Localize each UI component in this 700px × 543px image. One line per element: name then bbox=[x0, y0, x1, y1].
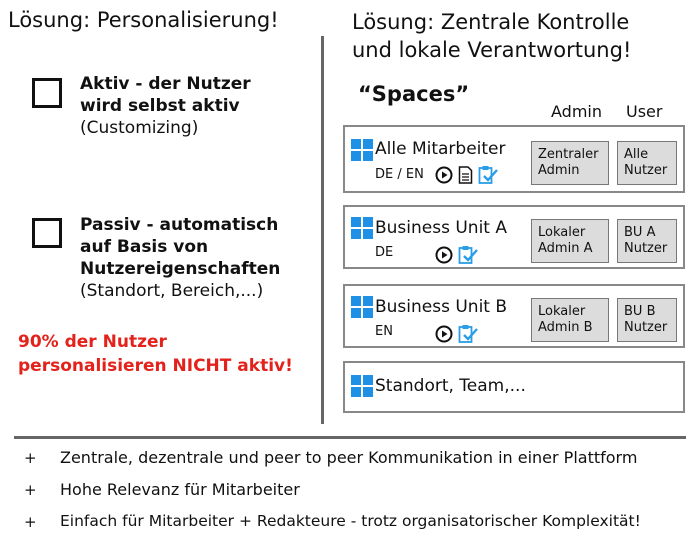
user-line2: Nutzer bbox=[624, 320, 668, 335]
vertical-divider bbox=[321, 36, 324, 424]
user-box bbox=[617, 298, 677, 342]
active-checkbox[interactable] bbox=[32, 78, 62, 108]
right-title-line1: Lösung: Zentrale Kontrolle bbox=[352, 10, 630, 34]
right-title-line2: und lokale Verantwortung! bbox=[352, 38, 632, 62]
option-passive-line3: Nutzereigenschaften bbox=[80, 259, 281, 279]
user-line1: BU B bbox=[624, 304, 656, 319]
task-check-icon[interactable] bbox=[458, 245, 478, 265]
space-name: Alle Mitarbeiter bbox=[375, 139, 506, 159]
windows-icon bbox=[351, 139, 373, 161]
benefit-item: Einfach für Mitarbeiter + Redakteure - trotz organisatorischer Komplexität! bbox=[60, 512, 641, 530]
user-line1: Alle bbox=[624, 147, 649, 162]
user-box bbox=[617, 141, 677, 185]
option-passive-line2: auf Basis von bbox=[80, 237, 209, 257]
column-header-admin: Admin bbox=[551, 102, 602, 121]
horizontal-divider bbox=[14, 436, 686, 439]
space-alle-mitarbeiter[interactable] bbox=[343, 125, 685, 193]
passive-checkbox[interactable] bbox=[32, 218, 62, 248]
space-tools bbox=[435, 324, 478, 344]
option-passive-line1: Passiv - automatisch bbox=[80, 215, 279, 235]
play-icon[interactable] bbox=[435, 325, 453, 343]
space-tools bbox=[435, 245, 478, 265]
space-standort-team[interactable] bbox=[343, 361, 685, 413]
space-business-unit-a[interactable] bbox=[343, 205, 685, 269]
user-line2: Nutzer bbox=[624, 163, 668, 178]
plus-marker: + bbox=[24, 449, 37, 467]
document-icon[interactable] bbox=[458, 166, 473, 184]
benefit-item: Hohe Relevanz für Mitarbeiter bbox=[60, 480, 300, 499]
space-name: Business Unit A bbox=[375, 218, 508, 238]
option-active-line2: wird selbst aktiv bbox=[80, 96, 240, 116]
option-active-line1: Aktiv - der Nutzer bbox=[80, 74, 251, 94]
plus-marker: + bbox=[24, 481, 37, 499]
admin-line2: Admin bbox=[538, 163, 580, 178]
benefit-item: Zentrale, dezentrale und peer to peer Kommunikation in einer Plattform bbox=[60, 448, 638, 467]
spaces-label: “Spaces” bbox=[358, 82, 470, 106]
space-language: DE / EN bbox=[375, 167, 424, 182]
space-tools bbox=[435, 165, 498, 185]
left-title: Lösung: Personalisierung! bbox=[8, 8, 279, 32]
windows-icon bbox=[351, 217, 373, 239]
space-name: Standort, Team,... bbox=[375, 376, 526, 396]
windows-icon bbox=[351, 375, 373, 397]
option-active bbox=[80, 73, 251, 139]
space-name: Business Unit B bbox=[375, 297, 508, 317]
column-header-user: User bbox=[626, 102, 663, 121]
space-language: DE bbox=[375, 245, 394, 260]
task-check-icon[interactable] bbox=[458, 324, 478, 344]
admin-line1: Lokaler bbox=[538, 304, 586, 319]
admin-box bbox=[531, 219, 609, 263]
warning-text bbox=[18, 330, 293, 378]
user-line1: BU A bbox=[624, 225, 656, 240]
user-box bbox=[617, 219, 677, 263]
plus-marker: + bbox=[24, 513, 37, 531]
space-language: EN bbox=[375, 324, 393, 339]
right-title bbox=[352, 8, 631, 64]
warning-line2: personalisieren NICHT aktiv! bbox=[18, 356, 293, 376]
option-passive-line4: (Standort, Bereich,...) bbox=[80, 281, 264, 301]
play-icon[interactable] bbox=[435, 166, 453, 184]
play-icon[interactable] bbox=[435, 246, 453, 264]
option-active-line3: (Customizing) bbox=[80, 118, 199, 138]
admin-line1: Lokaler bbox=[538, 225, 586, 240]
admin-box bbox=[531, 298, 609, 342]
admin-line2: Admin A bbox=[538, 241, 593, 256]
option-passive bbox=[80, 214, 280, 302]
task-check-icon[interactable] bbox=[478, 165, 498, 185]
space-business-unit-b[interactable] bbox=[343, 284, 685, 348]
warning-line1: 90% der Nutzer bbox=[18, 332, 167, 352]
user-line2: Nutzer bbox=[624, 241, 668, 256]
admin-line1: Zentraler bbox=[538, 147, 599, 162]
admin-line2: Admin B bbox=[538, 320, 593, 335]
windows-icon bbox=[351, 296, 373, 318]
admin-box bbox=[531, 141, 609, 185]
